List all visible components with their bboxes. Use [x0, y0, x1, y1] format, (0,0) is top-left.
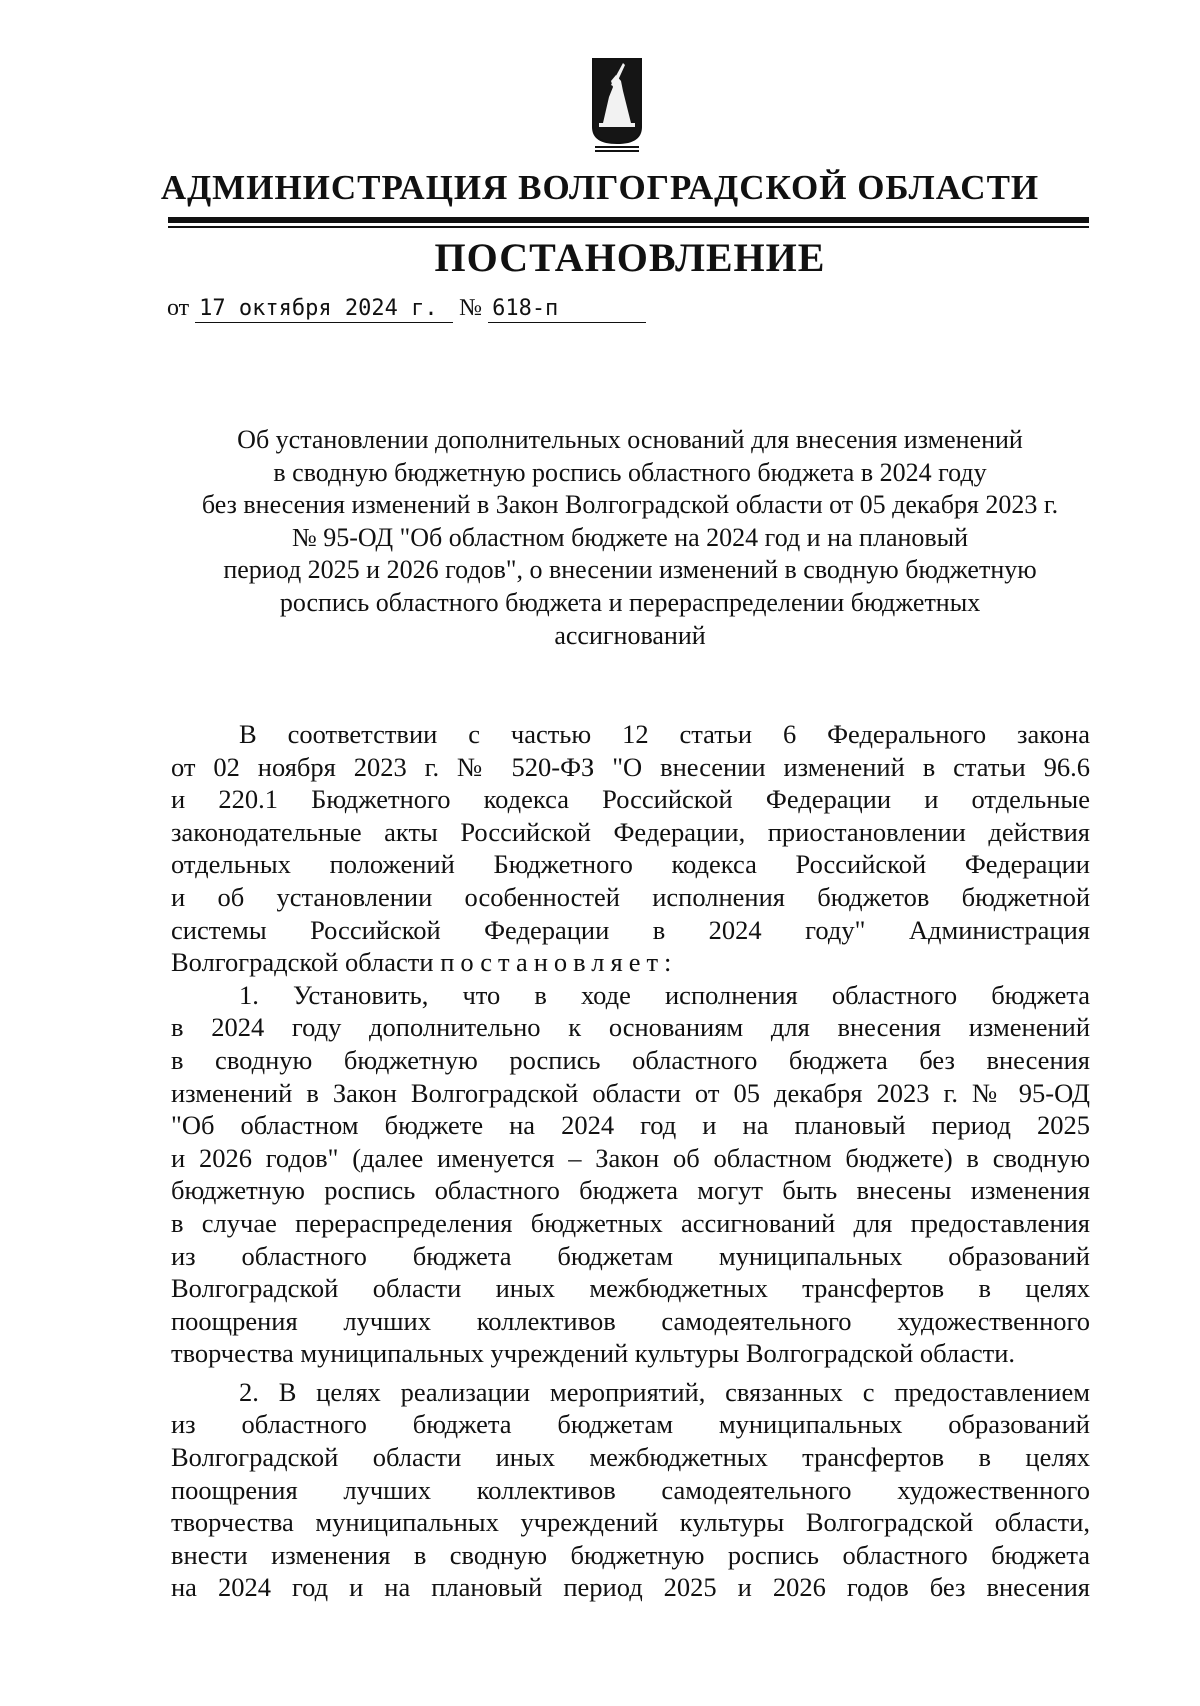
heading-line: без внесения изменений в Закон Волгоградской области от 05 декабря 2023 г.	[201, 490, 1059, 520]
preamble-last-words: Волгоградской области	[171, 947, 434, 978]
document-body	[171, 718, 1090, 1604]
date-label: от	[167, 295, 190, 321]
body-line: и 2026 годов" (далее именуется – Закон об областном бюджете) в сводную	[171, 1142, 1090, 1173]
document-heading	[160, 424, 1100, 652]
body-line: "Об областном бюджете на 2024 год и на плановый период 2025	[171, 1110, 1090, 1141]
heading-line: ассигнований	[554, 620, 706, 650]
preamble-paragraph	[171, 718, 1090, 979]
body-line: системы Российской Федерации в 2024 году" Администрация	[171, 914, 1090, 945]
body-line: из областного бюджета бюджетам муниципальных образований	[171, 1240, 1090, 1271]
body-line: из областного бюджета бюджетам муниципальных образований	[171, 1409, 1090, 1440]
body-line: от 02 ноября 2023 г. № 520-ФЗ "О внесении изменений в статьи 96.6	[171, 751, 1090, 782]
item-2-paragraph	[171, 1376, 1090, 1604]
document-number: 618-п	[488, 296, 646, 323]
body-line: в 2024 году дополнительно к основаниям для внесения изменений	[171, 1012, 1090, 1043]
body-line: бюджетную роспись областного бюджета могут быть внесены изменения	[171, 1175, 1090, 1206]
body-line: 2. В целях реализации мероприятий, связанных с предоставлением	[239, 1376, 1090, 1407]
decree-word: постановляет:	[440, 947, 678, 978]
document-date-number	[167, 295, 646, 323]
body-line: на 2024 год и на плановый период 2025 и 2026 годов без внесения	[171, 1572, 1090, 1603]
body-line: 1. Установить, что в ходе исполнения областного бюджета	[239, 979, 1090, 1010]
header-rule-thick	[168, 217, 1089, 223]
body-line: поощрения лучших коллективов самодеятельного художественного	[171, 1305, 1090, 1336]
heading-line: Об установлении дополнительных оснований для внесения изменений	[237, 425, 1023, 454]
document-type-title: ПОСТАНОВЛЕНИЕ	[434, 235, 826, 280]
item-1-paragraph	[171, 979, 1090, 1370]
body-line: творчества муниципальных учреждений культуры Волгоградской области.	[171, 1338, 1016, 1369]
body-line: отдельных положений Бюджетного кодекса Российской Федерации	[171, 849, 1090, 880]
number-label: №	[459, 295, 483, 321]
heading-line: роспись областного бюджета и перераспределении бюджетных	[279, 587, 981, 617]
volgograd-coat-of-arms-icon	[589, 57, 645, 152]
document-date: 17 октября 2024 г.	[195, 296, 453, 323]
body-line: и 220.1 Бюджетного кодекса Российской Федерации и отдельные	[171, 784, 1090, 815]
organization-title: АДМИНИСТРАЦИЯ ВОЛГОГРАДСКОЙ ОБЛАСТИ	[160, 168, 1040, 207]
heading-line: № 95-ОД "Об областном бюджете на 2024 год и на плановый	[291, 522, 969, 552]
heading-line: период 2025 и 2026 годов", о внесении изменений в сводную бюджетную	[223, 555, 1037, 585]
body-line	[171, 946, 1090, 979]
body-line: внести изменения в сводную бюджетную роспись областного бюджета	[171, 1539, 1090, 1570]
body-line: В соответствии с частью 12 статьи 6 Федерального закона	[239, 719, 1090, 749]
body-line: законодательные акты Российской Федерации, приостановлении действия	[171, 816, 1090, 847]
body-line: Волгоградской области иных межбюджетных трансфертов в целях	[171, 1442, 1090, 1473]
body-line: творчества муниципальных учреждений культуры Волгоградской области,	[171, 1507, 1090, 1538]
body-line: в случае перераспределения бюджетных ассигнований для предоставления	[171, 1207, 1090, 1238]
body-line: в сводную бюджетную роспись областного бюджета без внесения	[171, 1044, 1090, 1075]
body-line: изменений в Закон Волгоградской области от 05 декабря 2023 г. № 95-ОД	[171, 1077, 1090, 1108]
heading-line: в сводную бюджетную роспись областного бюджета в 2024 году	[273, 457, 987, 487]
body-line: Волгоградской области иных межбюджетных трансфертов в целях	[171, 1273, 1090, 1304]
body-line: поощрения лучших коллективов самодеятельного художественного	[171, 1474, 1090, 1505]
header-rule-thin	[168, 226, 1089, 228]
body-line: и об установлении особенностей исполнения бюджетов бюджетной	[171, 881, 1090, 912]
